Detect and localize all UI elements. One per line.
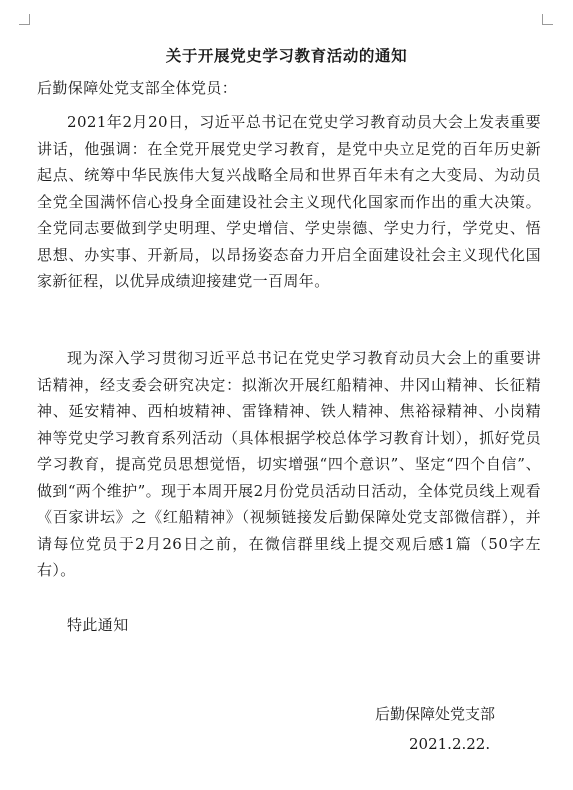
body-paragraph-2: 现为深入学习贯彻习近平总书记在党史学习教育动员大会上的重要讲话精神，经支委会研究决定：拟渐次开展红船精神、井冈山精神、长征精神、延安精神、西柏坡精神、雷锋精神、铁人精神、焦裕禄精神、小岗精神等党史学习教育系列活动（具体根据学校总体学习教育计划），抓好党员学习教育，提高党员思想觉悟，切实增强“四个意识”、坚定“四个自信”、做到“两个维护”。现于本周开展2月份党员活动日活动，全体党员线上观看《百家讲坛》之《红船精神》（视频链接发后勤保障处党支部微信群），并请每位党员于2月26日之前，在微信群里线上提交观后感1篇（50字左右）。 bbox=[37, 349, 541, 579]
signature-date: 2021.2.22. bbox=[409, 735, 491, 753]
crop-mark-top-right bbox=[542, 14, 553, 25]
signature-organization: 后勤保障处党支部 bbox=[375, 705, 496, 723]
closing-line: 特此通知 bbox=[67, 616, 129, 634]
crop-mark-top-left bbox=[19, 14, 30, 25]
document-title: 关于开展党史学习教育活动的通知 bbox=[165, 46, 408, 65]
body-paragraph-1: 2021年2月20日，习近平总书记在党史学习教育动员大会上发表重要讲话，他强调：在全党开展党史学习教育，是党中央立足党的百年历史新起点、统筹中华民族伟大复兴战略全局和世界百年未有之大变局、为动员全党全国满怀信心投身全面建设社会主义现代化国家而作出的重大决策。全党同志要做到学史明理、学史增信、学史崇德、学史力行，学党史、悟思想、办实事、开新局，以昂扬姿态奋力开启全面建设社会主义现代化国家新征程，以优异成绩迎接建党一百周年。 bbox=[37, 113, 541, 290]
salutation: 后勤保障处党支部全体党员： bbox=[37, 79, 238, 97]
